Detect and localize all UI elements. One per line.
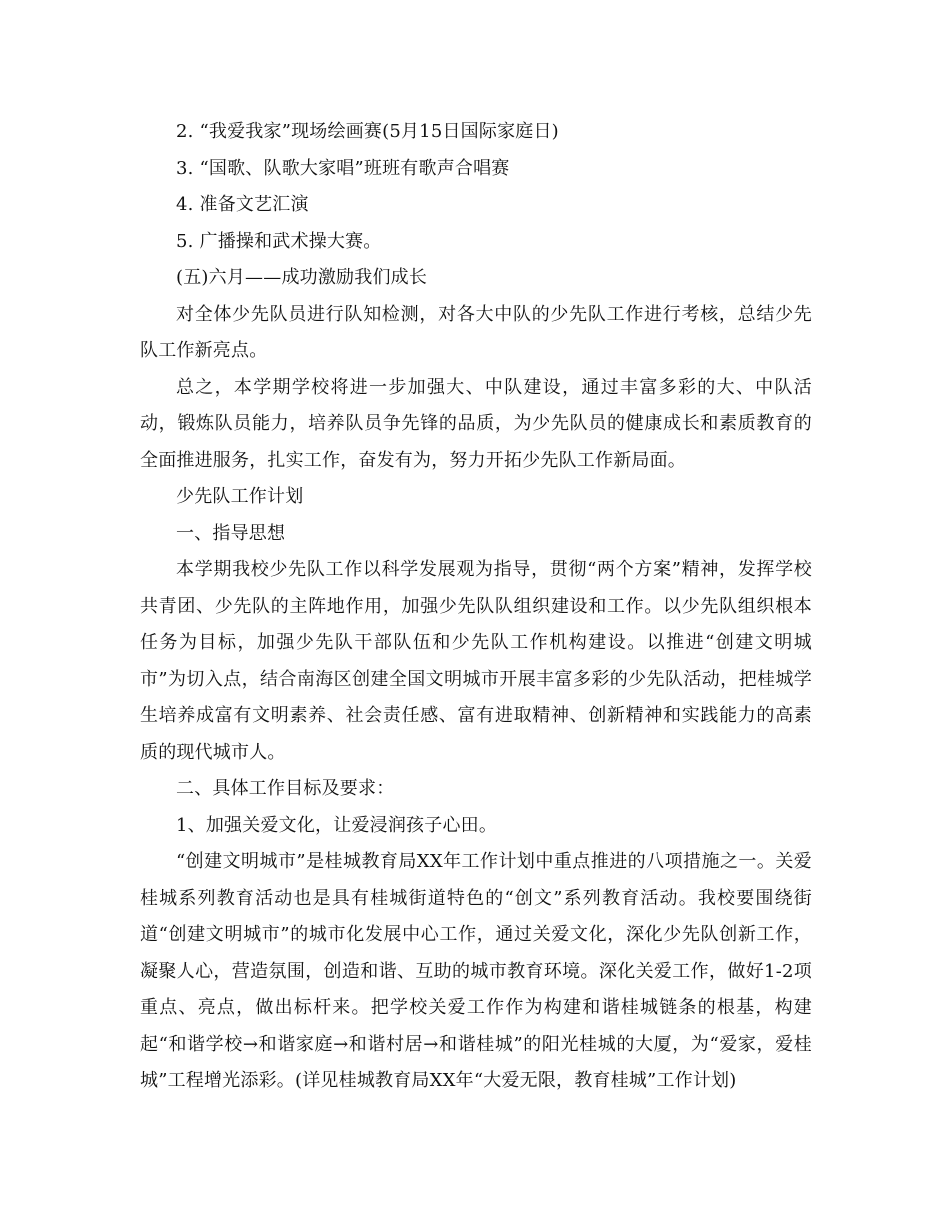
subheading-care-culture: 1、加强关爱文化，让爱浸润孩子心田。 [176,814,498,836]
list-item-singing-contest: 3. “国歌、队歌大家唱”班班有歌声合唱赛 [176,157,510,179]
section-heading-guiding-thought: 一、指导思想 [176,522,286,544]
paragraph-summary: 总之，本学期学校将进一步加强大、中队建设，通过丰富多彩的大、中队活动，锻炼队员能力，培养队员争先锋的品质，为少先队员的健康成长和素质教育的全面推进服务，扎实工作，奋发有为，努力开拓少先队工作新局面。 [140,376,812,471]
paragraph-care-culture: “创建文明城市”是桂城教育局XX年工作计划中重点推进的八项措施之一。关爱桂城系列教育活动也是具有桂城街道特色的“创文”系列教育活动。我校要围绕街道“创建文明城市”的城市化发展中心工作，通过关爱文化，深化少先队创新工作，凝聚人心，营造氛围，创造和谐、互助的城市教育环境。深化关爱工作，做好1-2项重点、亮点，做出标杆来。把学校关爱工作作为构建和谐桂城链条的根基，构建起“和谐学校→和谐家庭→和谐村居→和谐桂城”的阳光桂城的大厦，为“爱家，爱桂城”工程增光添彩。(详见桂城教育局XX年“大爱无限，教育桂城”工作计划) [140,851,812,1091]
document-subtitle: 少先队工作计划 [176,486,304,507]
paragraph-june-detail: 对全体少先队员进行队知检测，对各大中队的少先队工作进行考核，总结少先队工作新亮点。 [140,303,812,361]
section-heading-june: (五)六月——成功激励我们成长 [176,267,428,288]
list-item-drawing-contest: 2. “我爱我家”现场绘画赛(5月15日国际家庭日) [176,121,559,142]
list-item-exercise-contest: 5. 广播操和武术操大赛。 [176,230,382,252]
paragraph-guiding-thought: 本学期我校少先队工作以科学发展观为指导，贯彻“两个方案”精神，发挥学校共青团、少先队的主阵地作用，加强少先队队组织建设和工作。以少先队组织根本任务为目标，加强少先队干部队伍和少先队工作机构建设。以推进“创建文明城市”为切入点，结合南海区创建全国文明城市开展丰富多彩的少先队活动，把桂城学生培养成富有文明素养、社会责任感、富有进取精神、创新精神和实践能力的高素质的现代城市人。 [140,559,812,763]
document-body [140,114,812,1100]
section-heading-goals: 二、具体工作目标及要求： [176,778,395,799]
list-item-performance: 4. 准备文艺汇演 [176,194,309,215]
